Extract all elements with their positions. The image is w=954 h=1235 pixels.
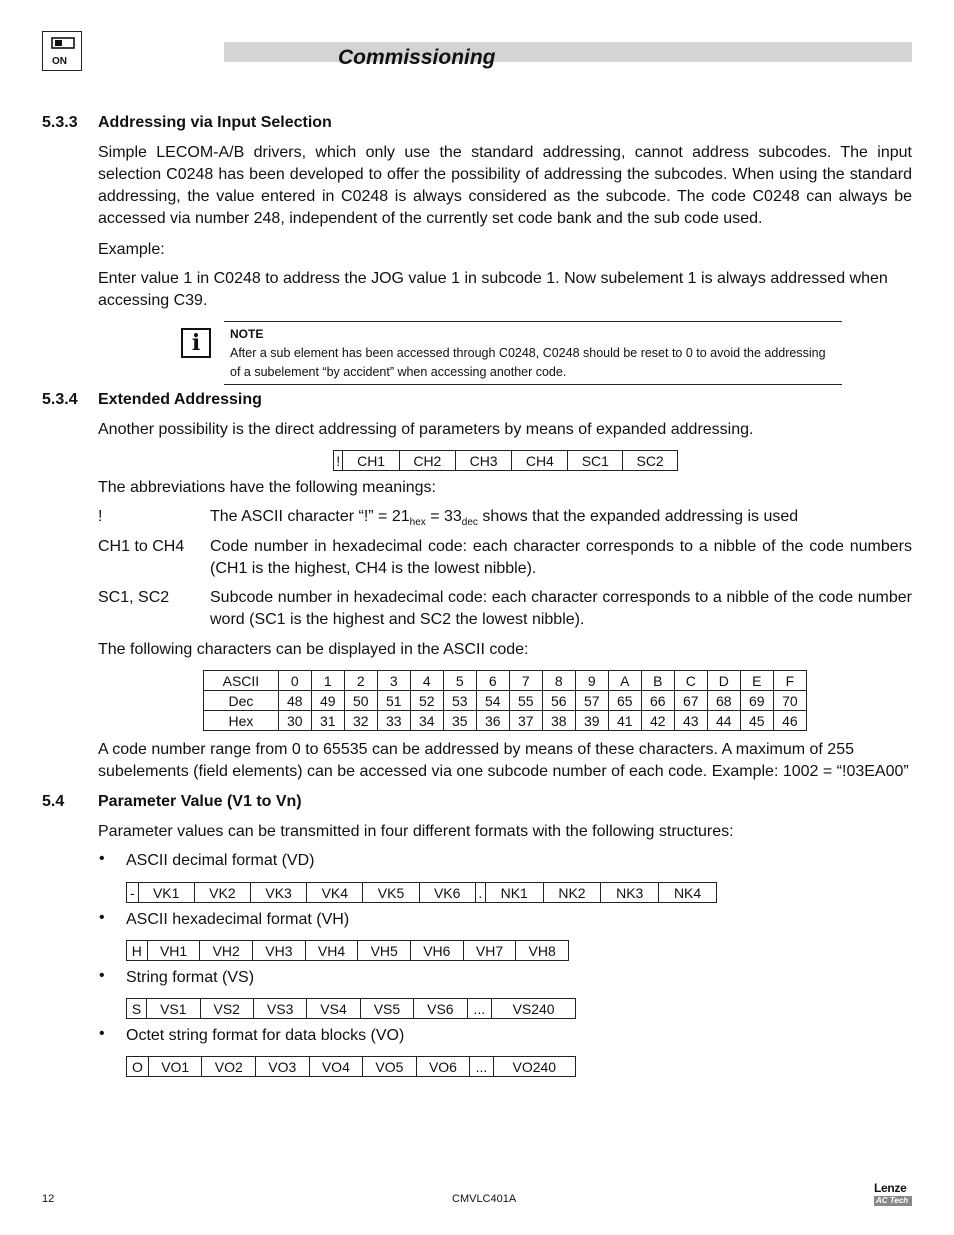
format-cell: . (475, 883, 485, 903)
abbr-definition: The ASCII character “!” = $21_{hex} = 33_{dec}$ shows that the expanded addressing is used (210, 508, 799, 529)
format-cell: CH1 (343, 451, 399, 471)
format-cell: VO2 (202, 1057, 256, 1077)
format-cell: VO4 (309, 1057, 363, 1077)
table-cell: 54 (476, 691, 509, 711)
format-cell: SC2 (623, 451, 678, 471)
table-cell: 9 (575, 671, 608, 691)
format-cell: CH3 (455, 451, 511, 471)
ascii-table (203, 670, 807, 731)
format-cell: VO1 (148, 1057, 202, 1077)
document-code: CMVLC401A (452, 1193, 517, 1205)
table-cell: 32 (344, 711, 377, 731)
table-cell: 51 (377, 691, 410, 711)
table-cell: 68 (707, 691, 740, 711)
vh-format-table (126, 940, 569, 961)
table-cell: 39 (575, 711, 608, 731)
format-cell: VH6 (411, 941, 464, 961)
format-cell: CH4 (512, 451, 568, 471)
bullet: • (99, 850, 105, 867)
abbr-intro: The abbreviations have the following meanings: (98, 479, 436, 496)
bullet: • (99, 967, 105, 984)
table-cell: 35 (443, 711, 476, 731)
table-row (204, 711, 807, 731)
table-cell: 41 (608, 711, 641, 731)
table-cell: 38 (542, 711, 575, 731)
format-label: ASCII hexadecimal format (VH) (126, 911, 350, 928)
table-cell: 46 (773, 711, 806, 731)
format-cell: VS5 (360, 999, 413, 1019)
example-label: Example: (98, 241, 165, 258)
table-cell: 2 (344, 671, 377, 691)
format-cell: ! (334, 451, 343, 471)
table-cell: 69 (740, 691, 773, 711)
table-cell: Hex (204, 711, 279, 731)
format-cell: VO5 (363, 1057, 417, 1077)
table-row (204, 691, 807, 711)
table-cell: 70 (773, 691, 806, 711)
table-cell: 6 (476, 671, 509, 691)
bullet: • (99, 1025, 105, 1042)
ascii-intro: The following characters can be displayed in the ASCII code: (98, 641, 529, 658)
format-label: ASCII decimal format (VD) (126, 852, 315, 869)
format-cell: VS240 (492, 999, 576, 1019)
format-label: Octet string format for data blocks (VO) (126, 1027, 405, 1044)
table-cell: F (773, 671, 806, 691)
table-cell: A (608, 671, 641, 691)
vd-format-table (126, 882, 717, 903)
format-label: String format (VS) (126, 969, 255, 986)
table-cell: 65 (608, 691, 641, 711)
table-cell: 8 (542, 671, 575, 691)
format-cell: VO240 (493, 1057, 575, 1077)
format-cell: CH2 (399, 451, 455, 471)
table-cell: C (674, 671, 707, 691)
section-title-534: Extended Addressing (98, 391, 262, 408)
format-cell: ... (467, 999, 492, 1019)
vs-format-table (126, 998, 576, 1019)
table-cell: 66 (641, 691, 674, 711)
vo-format-table (126, 1056, 576, 1077)
page-title: Commissioning (338, 46, 496, 69)
format-cell: VO6 (416, 1057, 470, 1077)
table-cell: 53 (443, 691, 476, 711)
logo-text-top: Lenze (874, 1181, 907, 1195)
abbr-term: CH1 to CH4 (98, 538, 185, 555)
format-cell: NK3 (601, 883, 659, 903)
extended-format-table (333, 450, 678, 471)
table-cell: 33 (377, 711, 410, 731)
table-cell: 0 (278, 671, 311, 691)
format-cell: - (127, 883, 139, 903)
on-label: ON (52, 56, 67, 67)
format-cell: VK2 (194, 883, 250, 903)
note-title: NOTE (230, 327, 264, 341)
on-switch-icon (42, 31, 82, 71)
format-cell: NK2 (543, 883, 601, 903)
info-icon: i (181, 328, 211, 358)
table-cell: 45 (740, 711, 773, 731)
table-cell: 42 (641, 711, 674, 731)
note-text: After a sub element has been accessed through C0248, C0248 should be reset to 0 to avoid the addressing of a subelement “by accident” when accessing another code. (230, 346, 826, 379)
table-cell: 7 (509, 671, 542, 691)
format-cell: VS1 (147, 999, 200, 1019)
table-cell: ASCII (204, 671, 279, 691)
bullet: • (99, 909, 105, 926)
lenze-logo (874, 1182, 914, 1206)
format-cell: VH7 (463, 941, 516, 961)
format-cell: NK4 (659, 883, 717, 903)
parameter-intro: Parameter values can be transmitted in four different formats with the following structures: (98, 823, 734, 840)
table-row (204, 671, 807, 691)
page-number: 12 (42, 1193, 55, 1205)
table-cell: 57 (575, 691, 608, 711)
format-cell: VH1 (147, 941, 200, 961)
format-cell: VH8 (516, 941, 569, 961)
format-cell: VK1 (138, 883, 194, 903)
format-cell: ... (470, 1057, 493, 1077)
format-cell: VH2 (200, 941, 253, 961)
format-cell: VK5 (363, 883, 419, 903)
table-cell: 30 (278, 711, 311, 731)
table-cell: 43 (674, 711, 707, 731)
paragraph-533: Simple LECOM-A/B drivers, which only use the standard addressing, cannot address subcodes. The input selection C0248 has been developed to offer the possibility of addressing the subcodes. When using the standard addressing, the value entered in C0248 is always considered as the subcode. The code C0248 can always be accessed via number 248, independent of the currently set code bank and the sub code used. (98, 144, 912, 227)
header-bar (224, 42, 912, 62)
format-cell: VH4 (305, 941, 358, 961)
format-cell: VK3 (251, 883, 307, 903)
format-cell: H (127, 941, 148, 961)
format-cell: VH3 (253, 941, 306, 961)
section-number-533: 5.3.3 (42, 114, 78, 131)
section-title-533: Addressing via Input Selection (98, 114, 332, 131)
abbr-term: ! (98, 508, 103, 525)
table-cell: D (707, 671, 740, 691)
range-text: A code number range from 0 to 65535 can be addressed by means of these characters. A maximum of 255 subelements (field elements) can be accessed via one subcode number of each code. Example: 1002 = “!03EA00” (98, 741, 909, 780)
format-cell: O (127, 1057, 149, 1077)
table-cell: 55 (509, 691, 542, 711)
table-cell: 37 (509, 711, 542, 731)
abbr-term: SC1, SC2 (98, 589, 170, 606)
format-cell: VS6 (414, 999, 467, 1019)
format-cell: VK4 (307, 883, 363, 903)
table-cell: 44 (707, 711, 740, 731)
example-text: Enter value 1 in C0248 to address the JOG value 1 in subcode 1. Now subelement 1 is always addressed when accessing C39. (98, 270, 888, 309)
table-cell: 52 (410, 691, 443, 711)
table-cell: 5 (443, 671, 476, 691)
table-cell: 1 (311, 671, 344, 691)
table-cell: Dec (204, 691, 279, 711)
format-cell: SC1 (568, 451, 623, 471)
table-cell: 3 (377, 671, 410, 691)
format-cell: VH5 (358, 941, 411, 961)
table-cell: 4 (410, 671, 443, 691)
table-cell: 36 (476, 711, 509, 731)
table-cell: 48 (278, 691, 311, 711)
table-cell: 31 (311, 711, 344, 731)
abbr-definition: Subcode number in hexadecimal code: each character corresponds to a nibble of the code number word (SC1 is the highest and SC2 the lowest nibble). (210, 589, 912, 628)
format-cell: VS3 (253, 999, 306, 1019)
table-cell: 49 (311, 691, 344, 711)
format-cell: NK1 (485, 883, 543, 903)
table-cell: B (641, 671, 674, 691)
format-cell: VS2 (200, 999, 253, 1019)
table-cell: 67 (674, 691, 707, 711)
table-cell: 50 (344, 691, 377, 711)
abbr-definition: Code number in hexadecimal code: each character corresponds to a nibble of the code numbers (CH1 is the highest, CH4 is the lowest nibble). (210, 538, 912, 577)
table-cell: 56 (542, 691, 575, 711)
note-box (224, 321, 842, 385)
extended-intro: Another possibility is the direct addressing of parameters by means of expanded addressing. (98, 421, 754, 438)
format-cell: VO3 (256, 1057, 310, 1077)
format-cell: S (127, 999, 147, 1019)
format-cell: VS4 (307, 999, 360, 1019)
format-cell: VK6 (419, 883, 475, 903)
section-number-534: 5.3.4 (42, 391, 78, 408)
logo-text-bottom: AC Tech (874, 1196, 912, 1206)
section-title-54: Parameter Value (V1 to Vn) (98, 793, 302, 810)
table-cell: E (740, 671, 773, 691)
table-cell: 34 (410, 711, 443, 731)
section-number-54: 5.4 (42, 793, 65, 810)
